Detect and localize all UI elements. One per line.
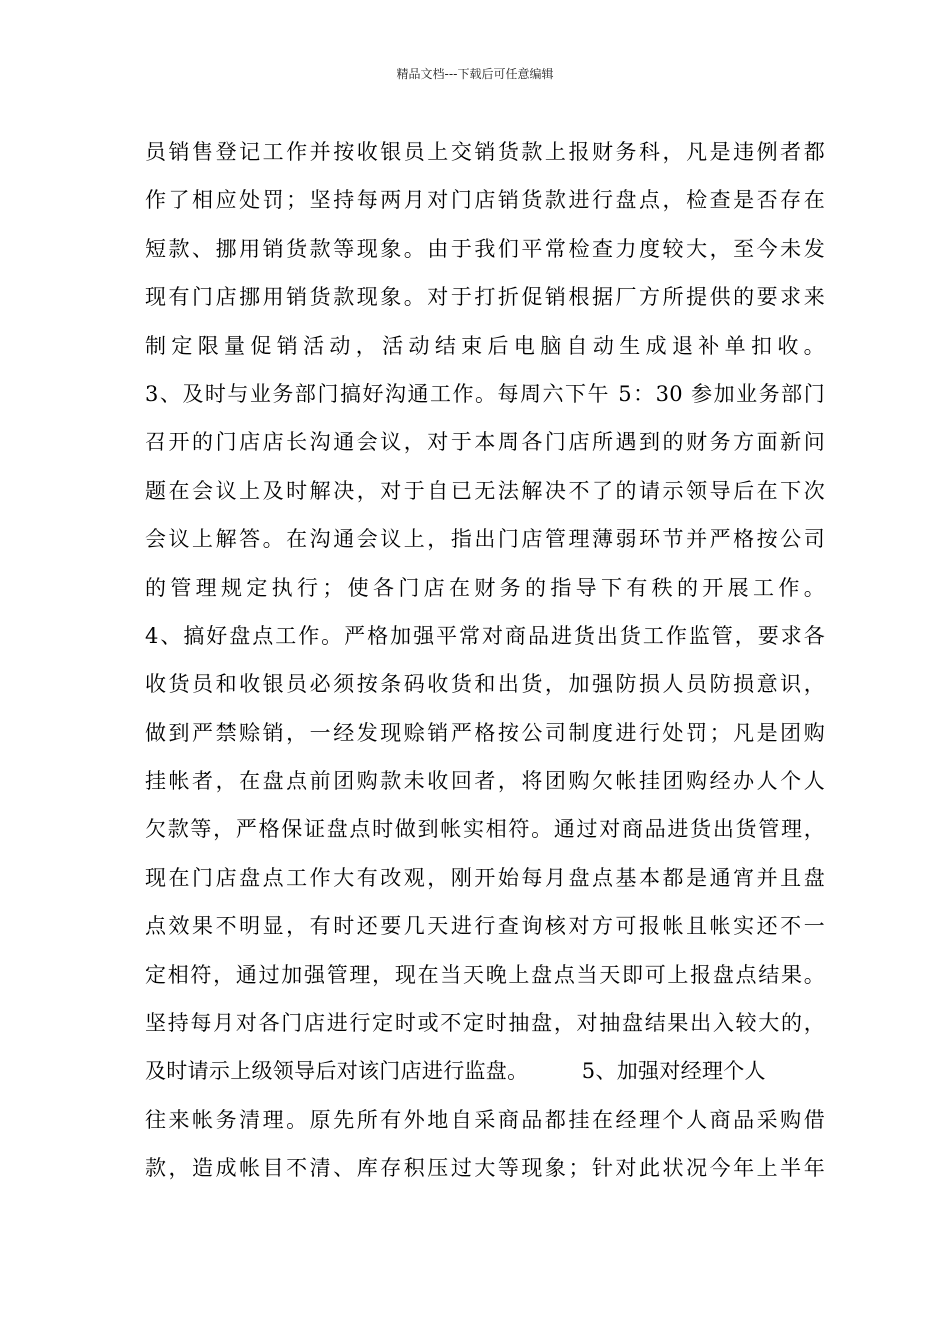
text-line: 款，造成帐目不清、库存积压过大等现象；针对此状况今年上半年 [145,1156,825,1181]
text-line: 作了相应处罚；坚持每两月对门店销货款进行盘点，检查是否存在 [145,188,825,213]
page-header: 精品文档---下载后可任意编辑 [396,67,554,81]
text-line: 的管理规定执行；使各门店在财务的指导下有秩的开展工作。 [145,575,825,600]
text-line: 挂帐者，在盘点前团购款未收回者，将团购欠帐挂团购经办人个人 [145,769,825,794]
text-line: 3、及时与业务部门搞好沟通工作。每周六下午 5：30 参加业务部门 [145,381,825,406]
text-line: 点效果不明显，有时还要几天进行查询核对方可报帐且帐实还不一 [145,914,825,939]
text-line: 召开的门店店长沟通会议，对于本周各门店所遇到的财务方面新问 [145,430,825,455]
text-line: 短款、挪用销货款等现象。由于我们平常检查力度较大，至今未发 [145,236,825,261]
text-line: 做到严禁赊销，一经发现赊销严格按公司制度进行处罚；凡是团购 [145,720,825,745]
text-line: 4、搞好盘点工作。严格加强平常对商品进货出货工作监管，要求各 [145,623,825,648]
text-line: 员销售登记工作并按收银员上交销货款上报财务科，凡是违例者都 [145,140,825,164]
text-line: 及时请示上级领导后对该门店进行监盘。 5、加强对经理个人 [145,1059,766,1084]
text-line: 往来帐务清理。原先所有外地自采商品都挂在经理个人商品采购借 [145,1107,825,1132]
text-line: 现有门店挪用销货款现象。对于打折促销根据厂方所提供的要求来 [145,285,825,310]
body-text [145,128,825,1193]
text-line: 欠款等，严格保证盘点时做到帐实相符。通过对商品进货出货管理， [145,817,825,842]
text-line: 收货员和收银员必须按条码收货和出货，加强防损人员防损意识， [145,672,825,697]
text-line: 坚持每月对各门店进行定时或不定时抽盘，对抽盘结果出入较大的， [145,1011,825,1036]
text-line: 定相符，通过加强管理，现在当天晚上盘点当天即可上报盘点结果。 [145,962,825,987]
text-line: 题在会议上及时解决，对于自已无法解决不了的请示领导后在下次 [145,478,825,503]
text-line: 现在门店盘点工作大有改观，刚开始每月盘点基本都是通宵并且盘 [145,865,825,890]
text-line: 会议上解答。在沟通会议上，指出门店管理薄弱环节并严格按公司 [145,527,825,552]
text-line: 制定限量促销活动，活动结束后电脑自动生成退补单扣收。 [145,333,825,358]
